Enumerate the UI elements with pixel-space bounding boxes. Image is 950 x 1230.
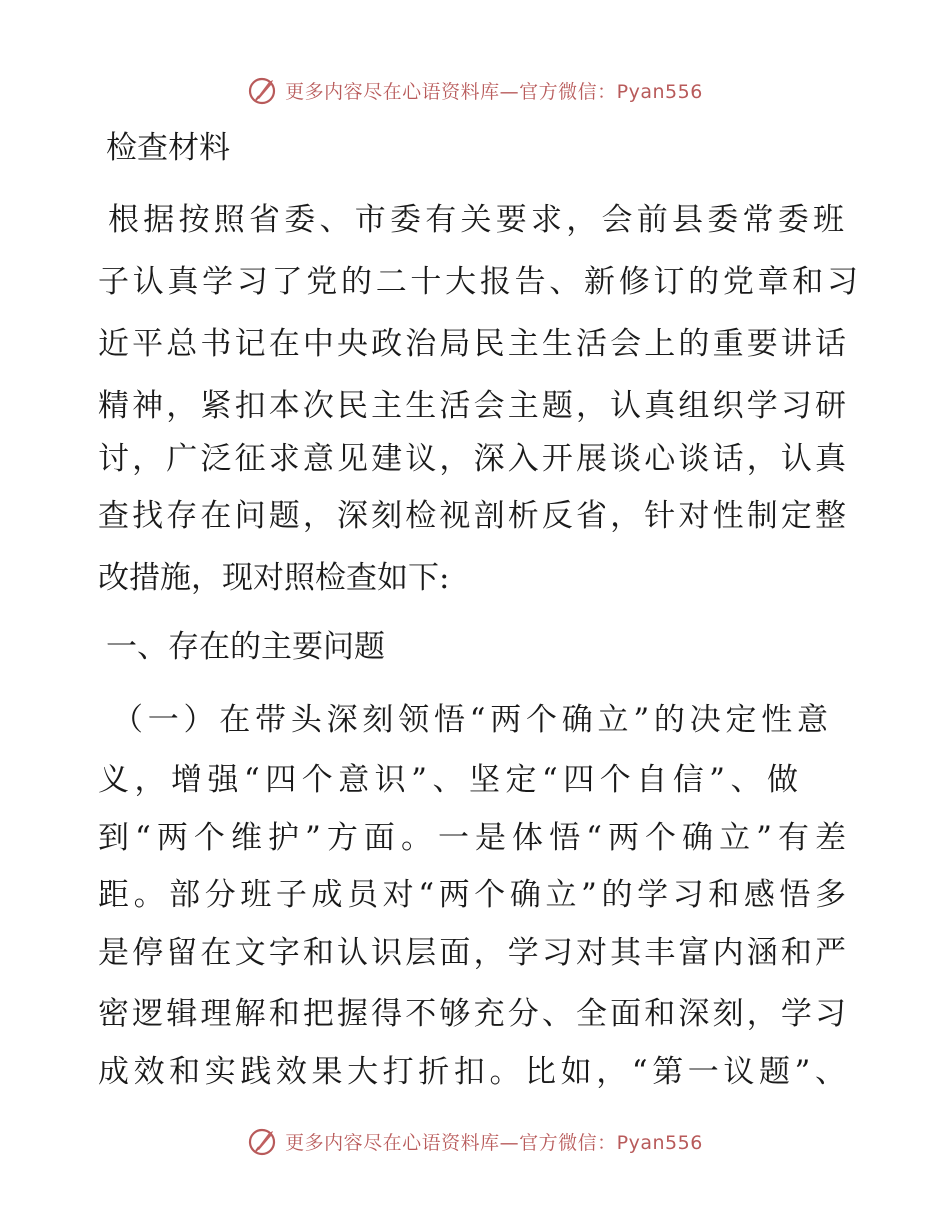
subsection-line: 义，增强“四个意识”、坚定“四个自信”、做: [98, 762, 798, 798]
watermark-text: 更多内容尽在心语资料库—官方微信：Pyan556: [285, 80, 703, 103]
intro-line: 近平总书记在中央政治局民主生活会上的重要讲话: [98, 326, 846, 362]
intro-line: 查找存在问题，深刻检视剖析反省，针对性制定整: [98, 498, 846, 534]
intro-line: 根据按照省委、市委有关要求，会前县委常委班: [108, 202, 844, 238]
header-watermark: [0, 70, 950, 110]
watermark-text: 更多内容尽在心语资料库—官方微信：Pyan556: [285, 1131, 703, 1154]
subsection-line: 密逻辑理解和把握得不够充分、全面和深刻，学习: [98, 996, 846, 1032]
feather-pen-logo-icon: [247, 74, 279, 106]
subsection-line: 成效和实践效果大打折扣。比如，“第一议题”、: [98, 1054, 846, 1090]
intro-line: 改措施，现对照检查如下:: [98, 560, 450, 596]
subsection-line: 距。部分班子成员对“两个确立”的学习和感悟多: [98, 877, 846, 913]
intro-line: 子认真学习了党的二十大报告、新修订的党章和习: [98, 264, 858, 300]
intro-line: 讨，广泛征求意见建议，深入开展谈心谈话，认真: [98, 441, 846, 477]
subsection-line: （一）在带头深刻领悟“两个确立”的决定性意: [112, 702, 828, 738]
subsection-line: 到“两个维护”方面。一是体悟“两个确立”有差: [98, 820, 846, 856]
subsection-line: 是停留在文字和认识层面，学习对其丰富内涵和严: [98, 935, 846, 971]
document-title: 检查材料: [106, 130, 230, 166]
section-heading: 一、存在的主要问题: [106, 629, 385, 665]
intro-line: 精神，紧扣本次民主生活会主题，认真组织学习研: [98, 388, 846, 424]
footer-watermark: [0, 1121, 950, 1161]
feather-pen-logo-icon: [247, 1125, 279, 1157]
